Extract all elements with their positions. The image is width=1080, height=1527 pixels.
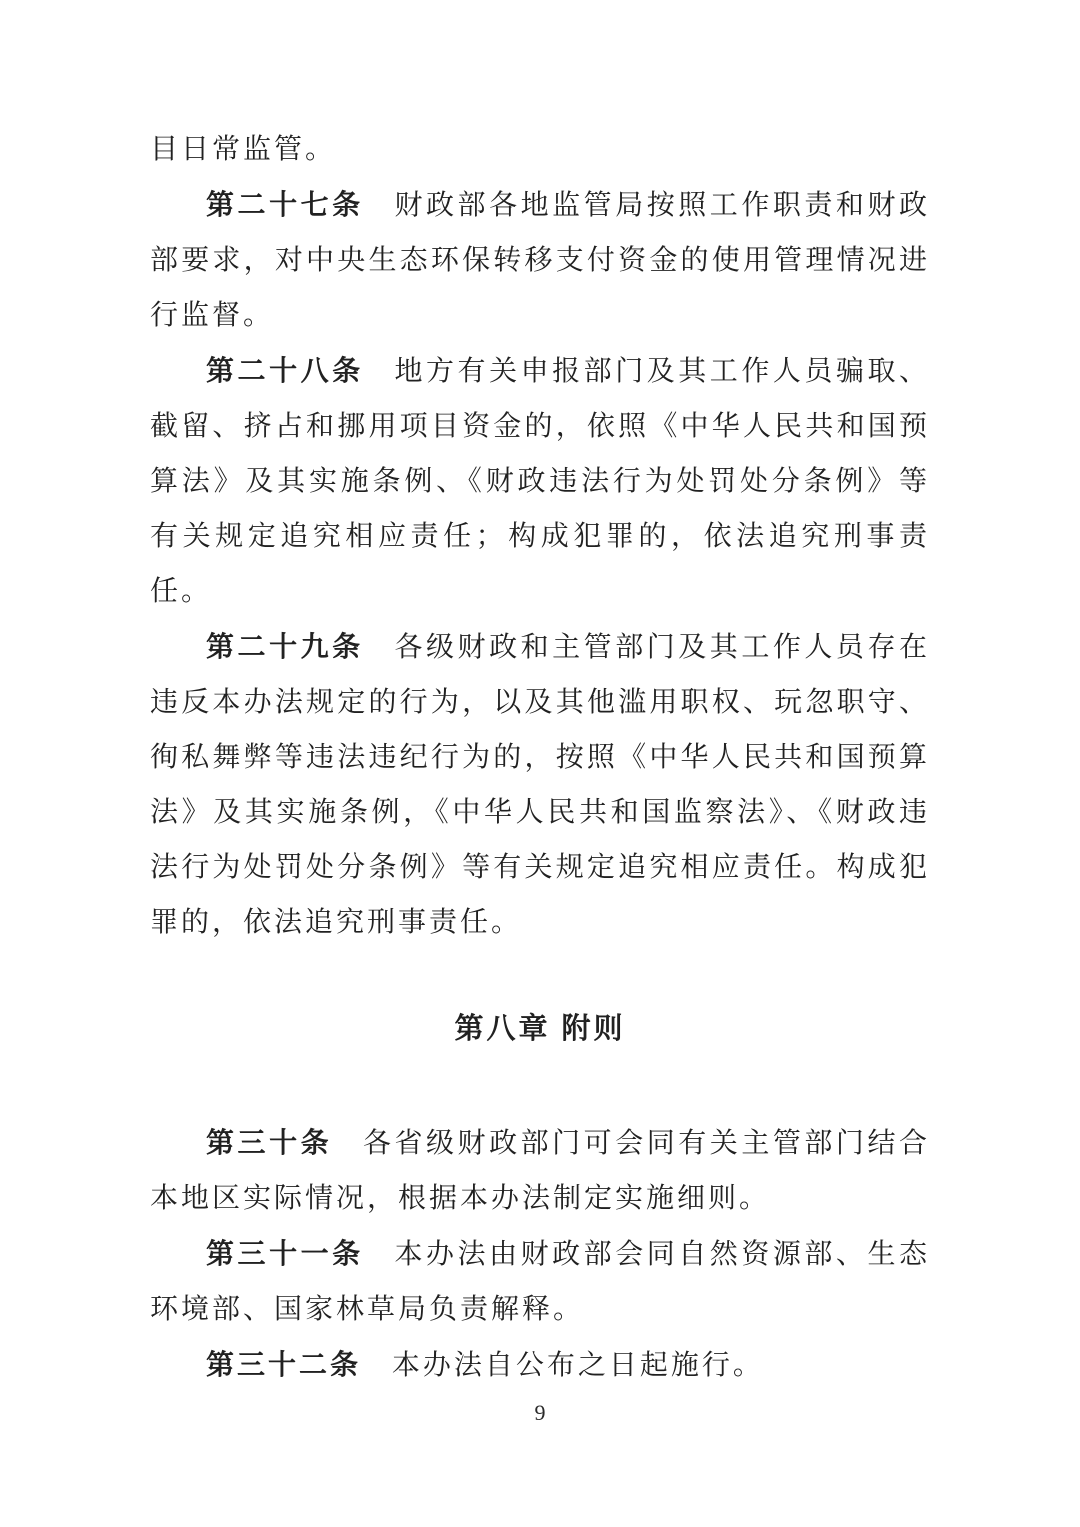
article-31-label: 第三十一条 — [206, 1238, 364, 1269]
article-29-label: 第二十九条 — [206, 631, 364, 662]
paragraph-article-28 — [150, 343, 930, 619]
paragraph-article-30 — [150, 1115, 930, 1226]
continuation-paragraph: 目日常监管。 — [150, 134, 337, 165]
article-32-body: 本办法自公布之日起施行。 — [391, 1350, 764, 1381]
paragraph-article-29 — [150, 619, 930, 950]
chapter-heading: 第八章 附则 — [454, 1013, 626, 1045]
page-number: 9 — [534, 1400, 546, 1425]
article-30-label: 第三十条 — [206, 1127, 333, 1158]
article-29-body: 各级财政和主管部门及其工作人员存在违反本办法规定的行为，以及其他滥用职权、玩忽职守、徇私舞弊等违法违纪行为的，按照《中华人民共和国预算法》及其实施条例，《中华人民共和国监察法》、《财政违法行为处罚处分条例》等有关规定追究相应责任。构成犯罪的，依法追究刑事责任。 — [150, 632, 930, 938]
article-27-body: 财政部各地监管局按照工作职责和财政部要求，对中央生态环保转移支付资金的使用管理情况进行监督。 — [150, 190, 930, 331]
article-32-label: 第三十二条 — [206, 1349, 362, 1380]
article-28-body: 地方有关申报部门及其工作人员骗取、截留、挤占和挪用项目资金的，依照《中华人民共和国预算法》及其实施条例、《财政违法行为处罚处分条例》等有关规定追究相应责任；构成犯罪的，依法追究刑事责任。 — [150, 356, 930, 607]
paragraph-article-31 — [150, 1226, 930, 1337]
article-28-label: 第二十八条 — [206, 355, 364, 386]
paragraph-article-32 — [150, 1337, 930, 1393]
article-27-label: 第二十七条 — [206, 189, 364, 220]
paragraph-article-27 — [150, 177, 930, 343]
article-30-body: 各省级财政部门可会同有关主管部门结合本地区实际情况，根据本办法制定实施细则。 — [150, 1128, 930, 1214]
article-31-body: 本办法由财政部会同自然资源部、生态环境部、国家林草局负责解释。 — [150, 1239, 930, 1325]
